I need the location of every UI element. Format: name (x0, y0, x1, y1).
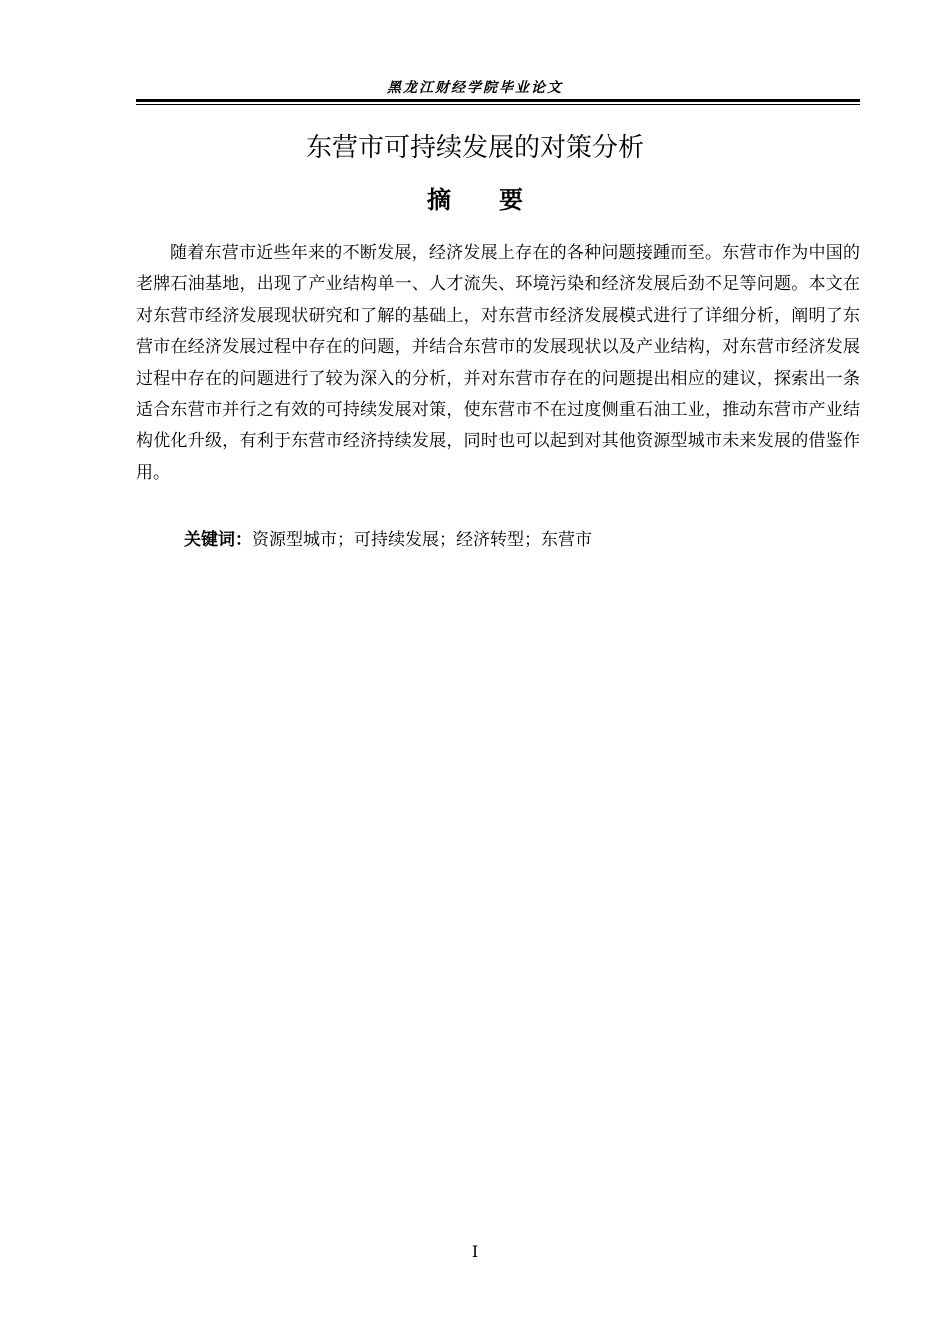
abstract-heading: 摘要 (427, 186, 571, 214)
page-number: I (471, 1242, 479, 1261)
abstract-body: 随着东营市近些年来的不断发展，经济发展上存在的各种问题接踵而至。东营市作为中国的老牌石油基地，出现了产业结构单一、人才流失、环境污染和经济发展后劲不足等问题。本文在对东营市经济发展现状研究和了解的基础上，对东营市经济发展模式进行了详细分析，阐明了东营市在经济发展过程中存在的问题，并结合东营市的发展现状以及产业结构，对东营市经济发展过程中存在的问题进行了较为深入的分析，并对东营市存在的问题提出相应的建议，探索出一条适合东营市并行之有效的可持续发展对策，使东营市不在过度侧重石油工业，推动东营市产业结构优化升级，有利于东营市经济持续发展，同时也可以起到对其他资源型城市未来发展的借鉴作用。 (136, 243, 860, 483)
keywords-line (184, 525, 592, 555)
header-rule-thick (136, 99, 860, 102)
header-rule-thin (136, 104, 860, 105)
keywords-value: 资源型城市；可持续发展；经济转型；东营市 (252, 530, 592, 550)
header-text: 黑龙江财经学院毕业论文 (387, 80, 563, 96)
thesis-title: 东营市可持续发展的对策分析 (305, 133, 644, 163)
keywords-label: 关键词： (184, 530, 252, 550)
